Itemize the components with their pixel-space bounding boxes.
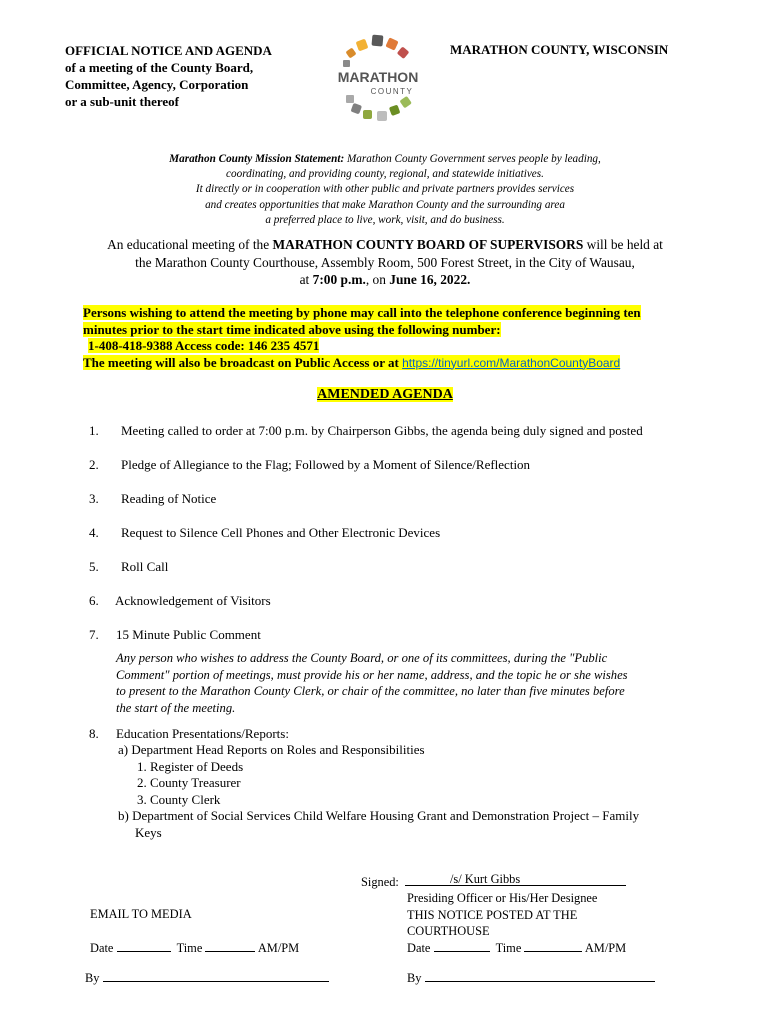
agenda-item [89,559,169,575]
item-number: 7. [89,627,99,642]
by-field[interactable] [103,969,329,982]
header-line: or a sub-unit thereof [65,94,179,109]
marathon-county-logo [332,32,424,124]
by-label: By [407,971,422,985]
item-number: 2. [89,457,99,472]
report-b-cont: Keys [135,824,162,840]
agenda-item [89,627,261,643]
signed-label: Signed: [361,875,399,889]
county-state-header: MARATHON COUNTY, WISCONSIN [450,42,669,57]
mission-text: Marathon County Government serves people by leading, [344,153,601,165]
item-text: Acknowledgement of Visitors [115,593,271,608]
agenda-item [89,423,643,439]
report-b: b) Department of Social Services Child Welfare Housing Grant and Demonstration Project – Family [118,808,640,823]
email-to-media: EMAIL TO MEDIA [90,907,192,921]
agenda-item [89,491,217,507]
notice-header-left [65,42,272,110]
date-field[interactable] [117,939,171,952]
by-field[interactable] [425,969,655,982]
header-line: Committee, Agency, Corporation [65,77,249,92]
mission-text: coordinating, and providing county, regional, and statewide initiatives. [226,168,544,181]
item-text: Meeting called to order at 7:00 p.m. by Chairperson Gibbs, the agenda being duly signed and posted [121,423,643,438]
time-label: Time [495,941,522,955]
phone-conference-info [83,305,683,371]
mission-label: Marathon County Mission Statement: [169,153,345,165]
meeting-intro [60,236,710,289]
header-line: of a meeting of the County Board, [65,60,254,75]
date-label: Date [407,941,431,955]
broadcast-text: The meeting will also be broadcast on Public Access or at [83,354,403,370]
meeting-date: June 16, 2022. [389,272,471,287]
agenda-item [89,457,531,473]
date-field[interactable] [434,939,490,952]
mission-text: a preferred place to live, work, visit, and do business. [265,213,505,226]
posted-by-line [407,969,655,987]
mission-statement [90,152,680,228]
item-text: Education Presentations/Reports: [116,726,289,741]
note-line: Any person who wishes to address the County Board, or one of its committees, during the "Public [116,651,608,665]
signed-value: /s/ Kurt Gibbs [449,871,521,886]
signature-notes [407,890,597,940]
agenda-item [89,726,289,742]
signed-line [361,873,626,891]
ampm-label: AM/PM [584,941,627,955]
intro-text: will be held at [583,237,663,252]
item-text: 15 Minute Public Comment [116,627,261,642]
item-text: Roll Call [121,559,169,574]
posted-text: COURTHOUSE [407,924,490,938]
amended-title-text: AMENDED AGENDA [317,387,453,402]
agenda-item [89,593,271,609]
intro-location: the Marathon County Courthouse, Assembly Room, 500 Forest Street, in the City of Wausau, [135,254,635,270]
phone-text: Persons wishing to attend the meeting by phone may call into the telephone conference beginning ten [83,305,641,320]
note-line: to present to the Marathon County Clerk, or chair of the committee, no later than five minutes before [116,684,625,698]
board-name: MARATHON COUNTY BOARD OF SUPERVISORS [272,237,584,252]
broadcast-link[interactable]: https://tinyurl.com/MarathonCountyBoard [402,355,621,370]
media-by-line [85,969,329,987]
presiding-text: Presiding Officer or His/Her Designee [407,891,598,905]
amended-agenda-title [0,387,770,403]
mission-text: It directly or in cooperation with other public and private partners provides services [195,183,575,196]
item-number: 6. [89,593,99,608]
posted-text: THIS NOTICE POSTED AT THE [407,907,578,922]
ampm-label: AM/PM [257,941,300,955]
item-text: Reading of Notice [121,491,217,506]
note-line: the start of the meeting. [116,700,236,715]
time-field[interactable] [205,939,255,952]
by-label: By [85,971,100,985]
public-comment-note [116,650,686,716]
intro-text: An educational meeting of the [107,237,273,252]
mission-text: and creates opportunities that make Marathon County and the surrounding area [205,198,565,211]
phone-text: minutes prior to the start time indicated above using the following number: [83,321,501,337]
item-number: 5. [89,559,99,574]
agenda-item [89,525,441,541]
logo-ring-icon [332,32,424,124]
posted-date-time [407,939,626,957]
header-line: OFFICIAL NOTICE AND AGENDA [65,43,272,58]
date-label: Date [90,941,114,955]
intro-text: at [299,272,313,287]
meeting-time: 7:00 p.m. [312,272,366,287]
item-number: 3. [89,491,99,506]
item-text: Request to Silence Cell Phones and Other Electronic Devices [121,525,441,540]
media-date-time [90,939,299,957]
item-text: Pledge of Allegiance to the Flag; Followed by a Moment of Silence/Reflection [121,457,531,472]
report-list [118,742,639,841]
time-label: Time [176,941,203,955]
report-a-item: 1. Register of Deeds [137,758,244,774]
item-number: 8. [89,726,99,741]
report-a-item: 3. County Clerk [137,791,221,807]
intro-text: , on [365,272,390,287]
report-a-item: 2. County Treasurer [137,775,241,790]
note-line: Comment" portion of meetings, must provide his or her name, address, and the topic he or she wishes [116,667,628,682]
phone-number: 1-408-418-9388 Access code: 146 235 4571 [88,338,320,353]
svg-text:COUNTY: COUNTY [370,87,414,96]
item-number: 1. [89,423,99,438]
item-number: 4. [89,525,99,540]
svg-text:MARATHON: MARATHON [337,69,419,85]
time-field[interactable] [524,939,582,952]
report-a: a) Department Head Reports on Roles and Responsibilities [118,742,425,757]
